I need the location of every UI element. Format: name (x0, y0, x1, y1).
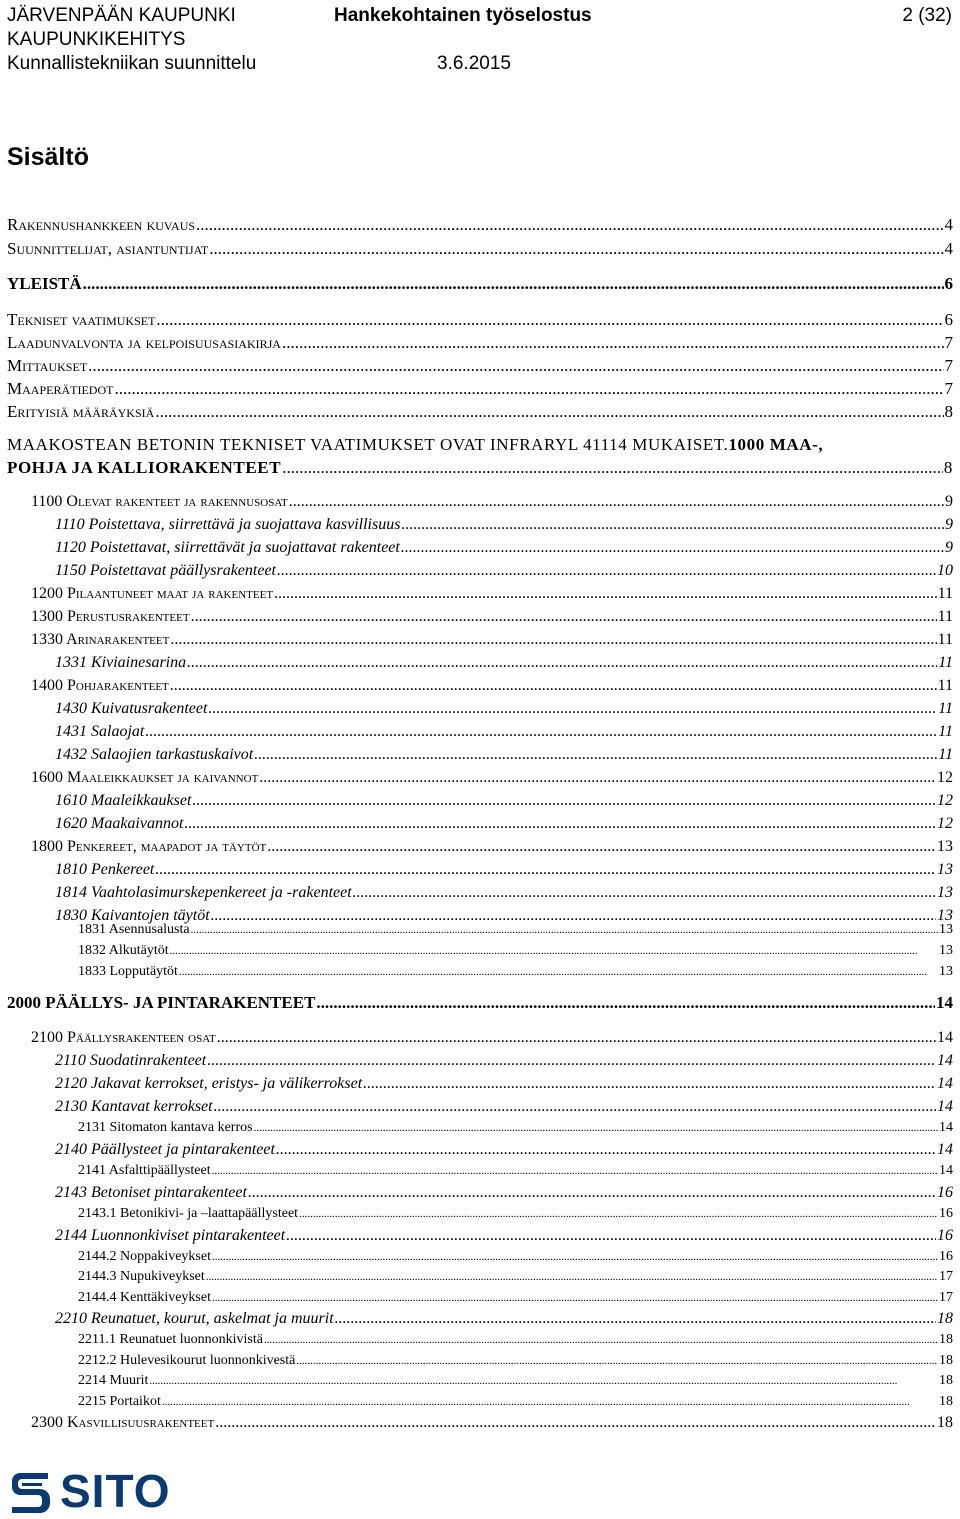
toc-entry[interactable]: 2120 Jakavat kerrokset, eristys- ja välikerrokset ..... 14 (55, 1073, 953, 1095)
toc-entry[interactable]: 2211.1 Reunatuet luonnonkivistä ..... 18 (78, 1330, 953, 1350)
toc-entry[interactable]: 1150 Poistettavat päällysrakenteet ..... 10 (55, 560, 953, 582)
toc-entry[interactable]: Laadunvalvonta ja kelpoisuusasiakirja ..... 7 (7, 332, 953, 354)
toc-entry[interactable]: 1110 Poistettava, siirrettävä ja suojattava kasvillisuus ..... 9 (55, 514, 953, 536)
toc-entry[interactable]: 2130 Kantavat kerrokset ..... 14 (55, 1096, 953, 1118)
toc-entry[interactable]: 2100 Päällysrakenteen osat ..... 14 (31, 1027, 953, 1049)
header-date: 3.6.2015 (437, 53, 511, 74)
toc-entry[interactable]: 1331 Kiviainesarina ..... 11 (55, 652, 953, 674)
toc-entry[interactable]: Erityisiä määräyksiä ..... 8 (7, 401, 953, 423)
header-page-number: 2 (32) (902, 5, 952, 26)
header-doc-title: Hankekohtainen työselostus (334, 5, 592, 26)
toc-entry[interactable]: 2143 Betoniset pintarakenteet ..... 16 (55, 1182, 953, 1204)
toc-entry[interactable]: 1832 Alkutäytöt ..... 13 (78, 941, 953, 961)
toc-entry[interactable]: 1432 Salaojien tarkastuskaivot ..... 11 (55, 744, 953, 766)
toc-entry[interactable]: 1200 Pilaantuneet maat ja rakenteet ..... 11 (31, 583, 953, 605)
sito-logo-text: SITO (60, 1465, 171, 1517)
toc-entry[interactable]: 1833 Lopputäytöt ..... 13 (78, 962, 953, 982)
toc-entry[interactable]: 1330 Arinarakenteet ..... 11 (31, 629, 953, 651)
toc-entry-wrapped-cont[interactable]: POHJA JA KALLIORAKENTEET ..... 8 (7, 457, 953, 479)
toc-entry[interactable]: 1830 Kaivantojen täytöt ..... 13 (55, 905, 953, 927)
toc-entry[interactable]: Suunnittelijat, asiantuntijat ..... 4 (7, 238, 953, 260)
toc-entry[interactable]: 1430 Kuivatusrakenteet ..... 11 (55, 698, 953, 720)
toc-entry[interactable]: 2212.2 Hulevesikourut luonnonkivestä ..... 18 (78, 1351, 953, 1371)
toc-entry[interactable]: Tekniset vaatimukset ..... 6 (7, 309, 953, 331)
toc-entry[interactable]: Mittaukset ..... 7 (7, 355, 953, 377)
toc-entry[interactable]: 1800 Penkereet, maapadot ja täytöt ..... 13 (31, 836, 953, 858)
toc-entry-wrapped[interactable]: MAAKOSTEAN BETONIN TEKNISET VAATIMUKSET OVAT INFRARYL 41114 MUKAISET. 1000 MAA-, (7, 435, 824, 454)
toc-entry[interactable]: 1100 Olevat rakenteet ja rakennusosat ..... 9 (31, 491, 953, 513)
sito-logo-mark-icon (8, 1467, 52, 1515)
header-org-line1: JÄRVENPÄÄN KAUPUNKI (7, 5, 236, 26)
header-org-line3: Kunnallistekniikan suunnittelu (7, 53, 257, 74)
toc-entry[interactable]: Rakennushankkeen kuvaus ..... 4 (7, 214, 953, 236)
toc-entry[interactable]: 1400 Pohjarakenteet ..... 11 (31, 675, 953, 697)
toc-entry[interactable]: Maaperätiedot ..... 7 (7, 378, 953, 400)
toc-entry[interactable]: 1810 Penkereet ..... 13 (55, 859, 953, 881)
page-title: Sisältö (7, 143, 89, 171)
toc-entry[interactable]: 1610 Maaleikkaukset ..... 12 (55, 790, 953, 812)
sito-logo (8, 1466, 171, 1516)
toc-entry[interactable]: 1600 Maaleikkaukset ja kaivannot ..... 12 (31, 767, 953, 789)
toc-entry[interactable]: 1620 Maakaivannot ..... 12 (55, 813, 953, 835)
toc-entry[interactable]: 1831 Asennusalusta ..... 13 (78, 920, 953, 940)
toc-entry[interactable]: 2144.2 Noppakiveykset ..... 16 (78, 1247, 953, 1267)
toc-entry[interactable]: 2144 Luonnonkiviset pintarakenteet ..... 16 (55, 1225, 953, 1247)
toc-entry[interactable]: 2143.1 Betonikivi- ja –laattapäällysteet ..... 16 (78, 1204, 953, 1224)
toc-entry[interactable]: 2131 Sitomaton kantava kerros ..... 14 (78, 1118, 953, 1138)
toc-entry[interactable]: 2141 Asfalttipäällysteet ..... 14 (78, 1161, 953, 1181)
toc-entry[interactable]: 1814 Vaahtolasimurskepenkereet ja -rakenteet ..... 13 (55, 882, 953, 904)
toc-entry[interactable]: 2110 Suodatinrakenteet ..... 14 (55, 1050, 953, 1072)
toc-entry[interactable]: 2210 Reunatuet, kourut, askelmat ja muurit ..... 18 (55, 1308, 953, 1330)
toc-entry[interactable]: 2000 PÄÄLLYS- JA PINTARAKENTEET ..... 14 (7, 992, 953, 1014)
header-org-line2: KAUPUNKIKEHITYS (7, 29, 186, 50)
toc-entry[interactable]: 1300 Perustusrakenteet ..... 11 (31, 606, 953, 628)
toc-entry[interactable]: 2214 Muurit ..... 18 (78, 1371, 953, 1391)
toc-entry[interactable]: 2144.3 Nupukiveykset ..... 17 (78, 1267, 953, 1287)
toc-entry[interactable]: 2144.4 Kenttäkiveykset ..... 17 (78, 1288, 953, 1308)
toc-entry[interactable]: 2215 Portaikot ..... 18 (78, 1392, 953, 1412)
toc-entry[interactable]: 2140 Päällysteet ja pintarakenteet ..... 14 (55, 1139, 953, 1161)
toc-entry[interactable]: 1120 Poistettavat, siirrettävät ja suojattavat rakenteet ..... 9 (55, 537, 953, 559)
toc-entry[interactable]: YLEISTÄ ..... 6 (7, 273, 953, 295)
toc-entry[interactable]: 2300 Kasvillisuusrakenteet ..... 18 (31, 1412, 953, 1434)
toc-entry[interactable]: 1431 Salaojat ..... 11 (55, 721, 953, 743)
